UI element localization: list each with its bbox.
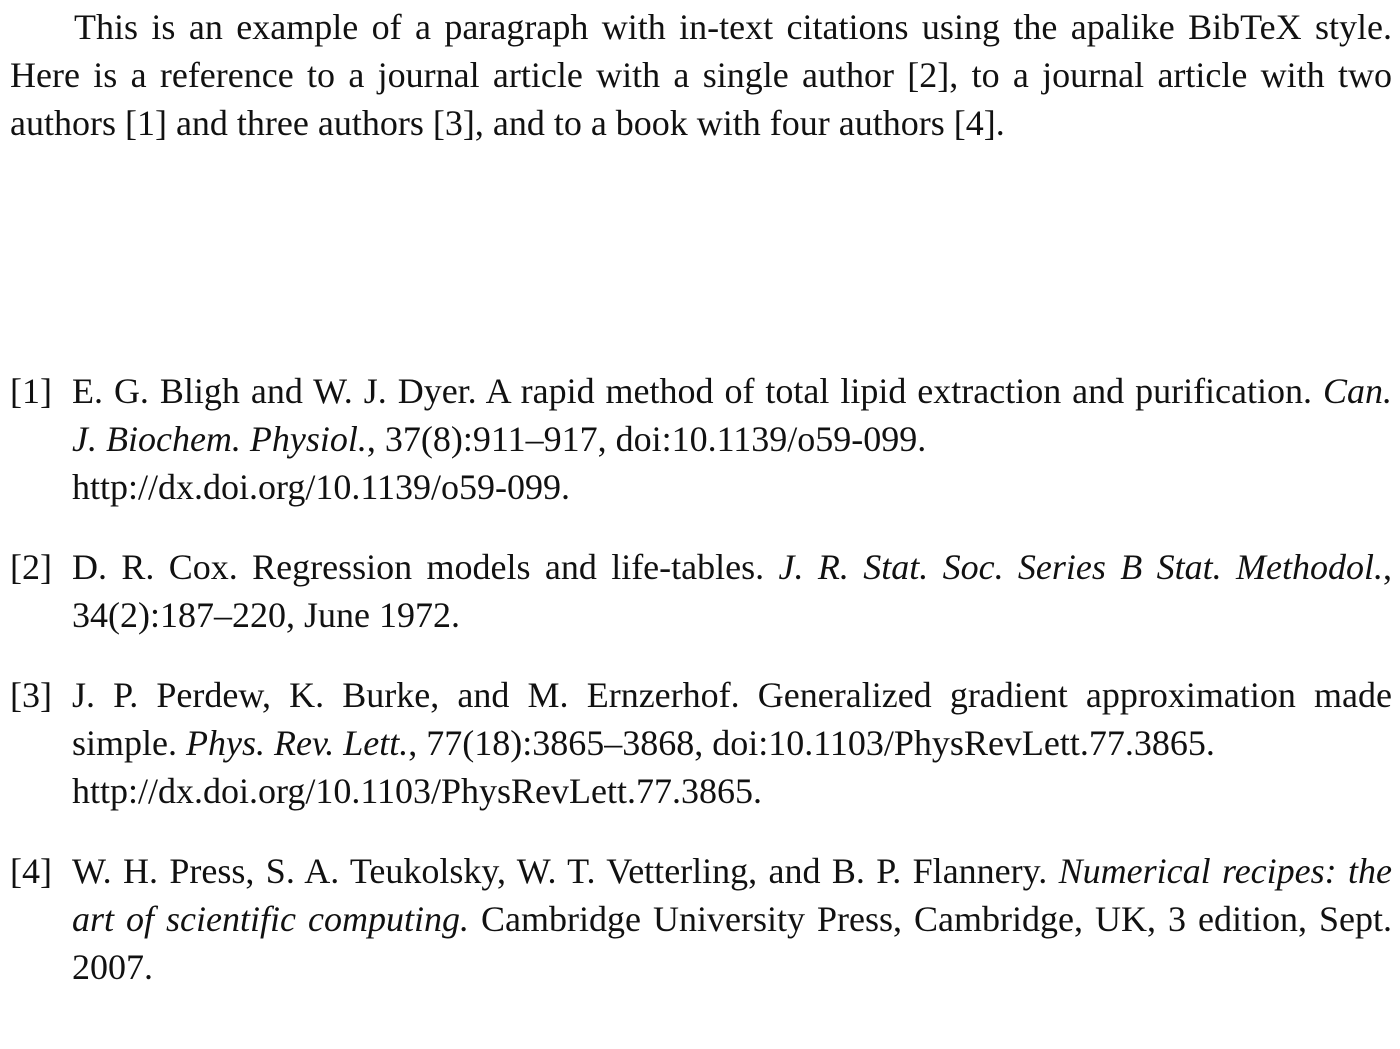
reference-details: , 37(8):911–917, doi:10.1139/o59-099. [366, 419, 927, 459]
reference-body [72, 367, 1392, 511]
reference-authors-title: E. G. Bligh and W. J. Dyer. A rapid method of total lipid extraction and purification. [72, 371, 1313, 411]
reference-venue: Can. J. Biochem. Physiol. [72, 371, 1392, 459]
reference-authors-title: W. H. Press, S. A. Teukolsky, W. T. Vetterling, and B. P. Flannery. [72, 851, 1048, 891]
reference-item-2 [10, 543, 1392, 639]
reference-body [72, 671, 1392, 815]
reference-venue: Numerical recipes: the art of scientific computing. [72, 851, 1392, 939]
reference-venue: J. R. Stat. Soc. Series B Stat. Methodol. [778, 547, 1383, 587]
intro-paragraph: This is an example of a paragraph with in-text citations using the apalike BibTeX style. Here is a reference to a journal article with a single author [2], to a journal article with two authors [1] and three authors [3], and to a book with four authors [4]. [10, 7, 1392, 143]
reference-authors-title: D. R. Cox. Regression models and life-tables. [72, 547, 765, 587]
reference-details: , 77(18):3865–3868, doi:10.1103/PhysRevLett.77.3865. [408, 723, 1215, 763]
reference-label: [1] [10, 371, 52, 411]
reference-venue: Phys. Rev. Lett. [186, 723, 409, 763]
reference-url[interactable]: http://dx.doi.org/10.1139/o59-099. [72, 467, 571, 507]
reference-item-4 [10, 847, 1392, 991]
reference-url[interactable]: http://dx.doi.org/10.1103/PhysRevLett.77.3865. [72, 771, 763, 811]
reference-label: [2] [10, 547, 52, 587]
bibliography [10, 367, 1392, 1023]
reference-label: [4] [10, 851, 52, 891]
reference-body [72, 847, 1392, 991]
reference-details: , 34(2):187–220, June 1972. [72, 547, 1392, 635]
reference-body [72, 543, 1392, 639]
document-page [10, 3, 1392, 147]
reference-label: [3] [10, 675, 52, 715]
reference-item-1 [10, 367, 1392, 511]
reference-authors-title: J. P. Perdew, K. Burke, and M. Ernzerhof. Generalized gradient approximation made simple. [72, 675, 1392, 763]
reference-details: Cambridge University Press, Cambridge, UK, 3 edition, Sept. 2007. [72, 899, 1392, 987]
reference-item-3 [10, 671, 1392, 815]
